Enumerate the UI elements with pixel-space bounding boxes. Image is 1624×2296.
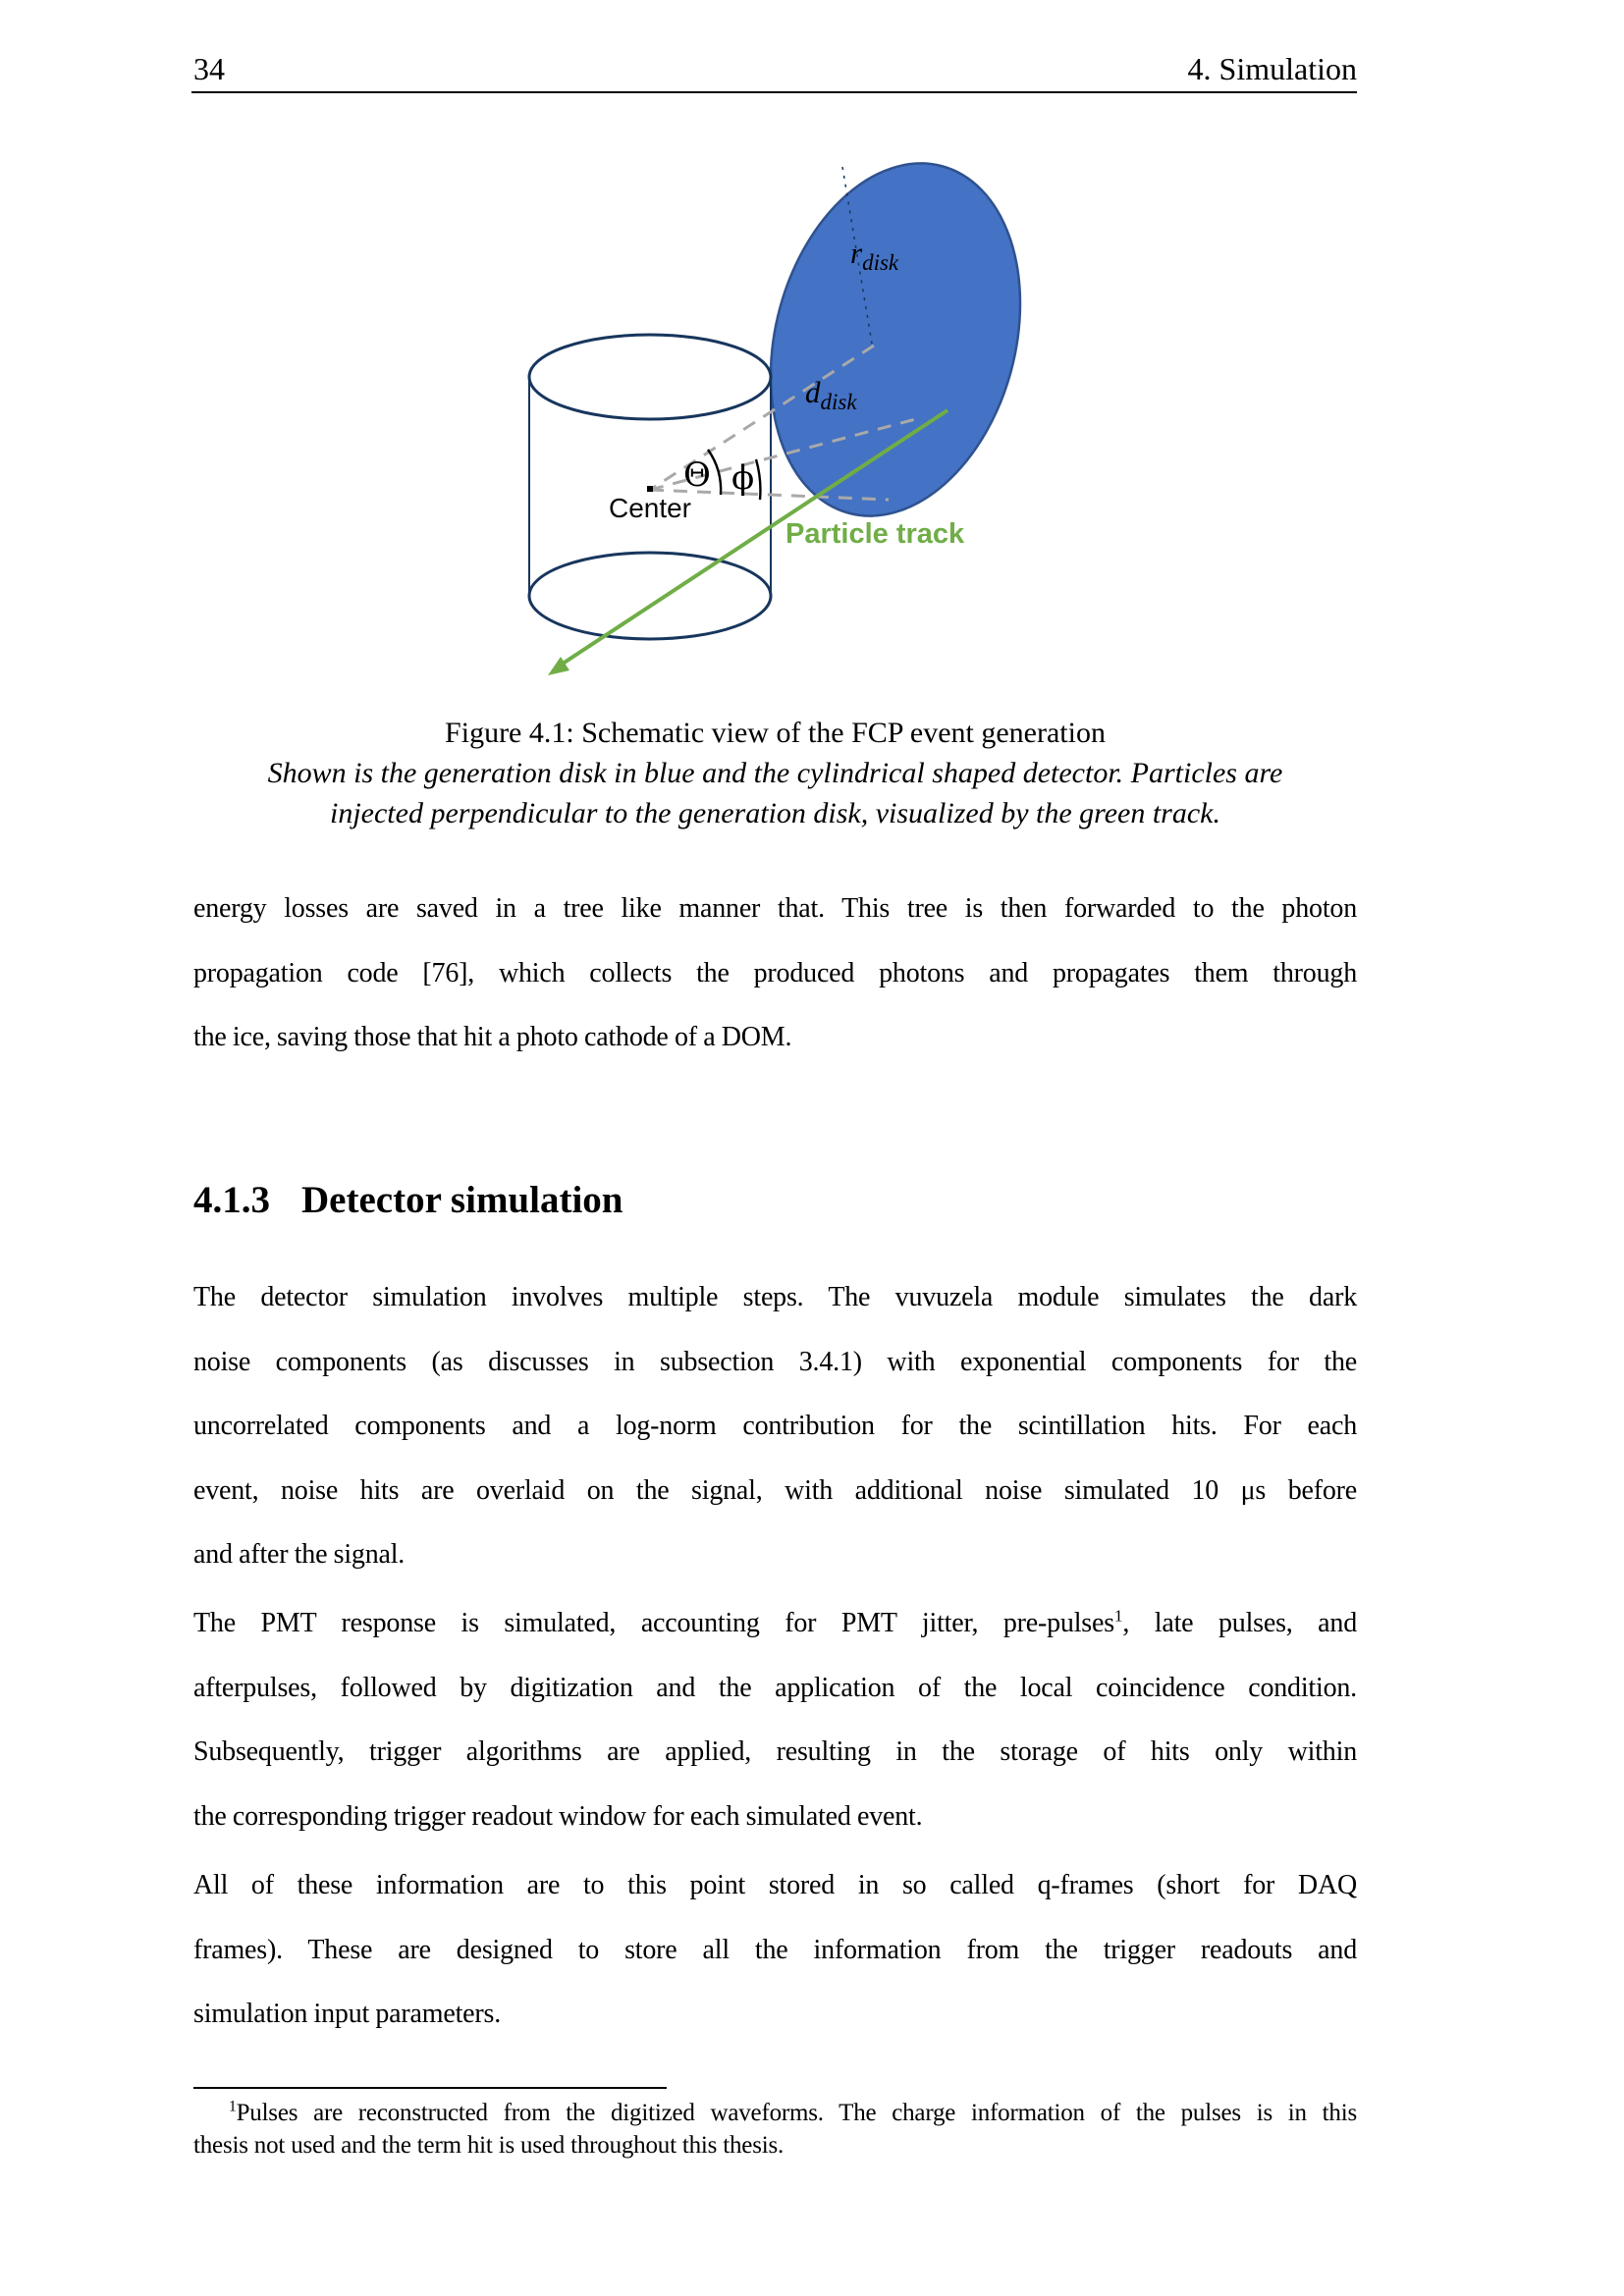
text-line: uncorrelated components and a log-norm contribution for the scintillation hits. For each — [193, 1411, 1357, 1441]
text-line: Shown is the generation disk in blue and the cylindrical shaped detector. Particles are — [267, 757, 1283, 789]
d-disk-base: d — [805, 375, 821, 409]
center-dot — [647, 486, 653, 492]
text-line: energy losses are saved in a tree like manner that. This tree is then forwarded to the photon — [193, 893, 1357, 924]
text-line: simulation input parameters. — [193, 1999, 501, 2029]
text-line: afterpulses, followed by digitization and the application of the local coincidence condition. — [193, 1672, 1357, 1703]
text-line: the corresponding trigger readout window for each simulated event. — [193, 1800, 923, 1832]
text-line: $^1$Pulses are reconstructed from the digitized waveforms. The charge information of the pulses is in this — [229, 2098, 1357, 2126]
figure-caption — [193, 713, 1357, 833]
generation-disk — [733, 135, 1057, 545]
text-line: thesis not used and the term hit is used throughout this thesis. — [193, 2132, 785, 2159]
footnote — [193, 2097, 1357, 2162]
fcp-schematic-figure — [491, 98, 1060, 699]
section-title: Detector simulation — [301, 1179, 623, 1221]
text-line: All of these information are to this point stored in so called q-frames (short for DAQ — [193, 1870, 1357, 1900]
cylinder-bottom-ellipse — [529, 553, 771, 639]
text-line: frames). These are designed to store all the information from the trigger readouts and — [193, 1934, 1357, 1965]
footnote-rule — [193, 2087, 667, 2089]
section-number: 4.1.3 — [193, 1179, 270, 1221]
page-number: 34 — [193, 51, 225, 86]
phi-label: ϕ — [731, 458, 755, 498]
paragraph-q-frames — [193, 1853, 1357, 2047]
section-heading — [193, 1178, 1357, 1222]
paragraph-pmt-response — [193, 1591, 1357, 1848]
text-line: The PMT response is simulated, accounting for PMT jitter, pre-pulses$^1$, late pulses, and — [193, 1606, 1357, 1638]
theta-label: Θ — [683, 455, 711, 495]
paragraph-photon-propagation — [193, 877, 1357, 1070]
text-line: the ice, saving those that hit a photo cathode of a DOM. — [193, 1022, 792, 1052]
d-disk-sub: disk — [820, 390, 857, 414]
r-disk-sub: disk — [862, 250, 899, 275]
center-label: Center — [608, 493, 692, 523]
text-line: The detector simulation involves multiple steps. The vuvuzela module simulates the dark — [193, 1282, 1357, 1312]
text-line: event, noise hits are overlaid on the signal, with additional noise simulated 10 μs before — [193, 1474, 1357, 1506]
figure-caption-subtitle — [193, 753, 1357, 833]
text-line: and after the signal. — [193, 1539, 406, 1570]
chapter-title: 4. Simulation — [1187, 51, 1357, 86]
text-line: noise components (as discusses in subsection 3.4.1) with exponential components for the — [193, 1346, 1357, 1377]
particle-track-label: Particle track — [785, 518, 965, 550]
r-disk-base: r — [850, 236, 863, 270]
text-line: Subsequently, trigger algorithms are applied, resulting in the storage of hits only within — [193, 1736, 1357, 1767]
header-rule — [191, 91, 1357, 93]
page-header — [193, 51, 1357, 87]
text-line: propagation code [76], which collects the produced photons and propagates them through — [193, 957, 1357, 988]
figure-caption-title: Figure 4.1: Schematic view of the FCP event generation — [445, 717, 1106, 749]
text-line: injected perpendicular to the generation disk, visualized by the green track. — [330, 797, 1220, 829]
paragraph-detector-simulation — [193, 1265, 1357, 1587]
cylinder-top-ellipse — [529, 335, 771, 419]
